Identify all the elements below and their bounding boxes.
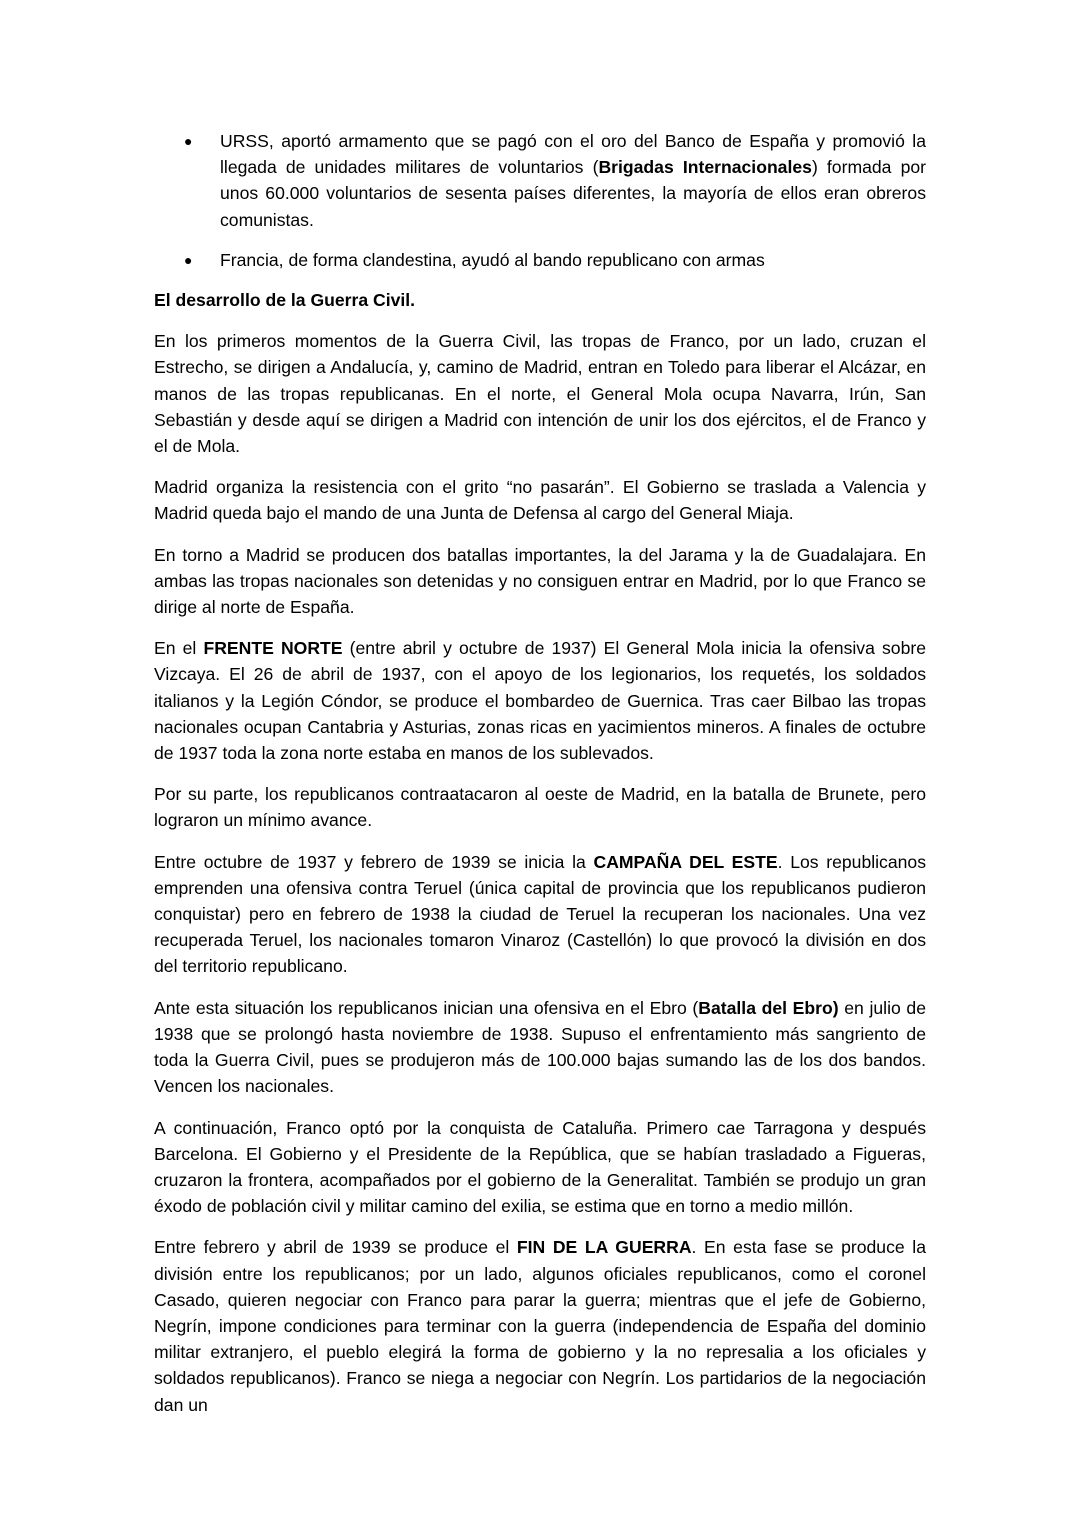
text-run: En torno a Madrid se producen dos batallas importantes, la del Jarama y la de Guadalajara. En ambas las tropas nacionales son detenidas y no consiguen entrar en Madrid, por lo que Franco se dirige al norte de España. [154,544,926,618]
bullet-point-icon: ● [184,133,193,149]
text-run: Ante esta situación los republicanos inician una ofensiva en el Ebro ( [154,997,699,1018]
text-run: . Los republicanos emprenden una ofensiva contra Teruel (única capital de provincia que los republicanos pudieron conquistar) pero en febrero de 1938 la ciudad de Teruel la recuperan los nacionales. Una vez recuperada Teruel, los nacionales tomaron Vinaroz (Castellón) lo que provocó la división en dos del territorio republicano. [154,851,926,977]
text-run: A continuación, Franco optó por la conquista de Cataluña. Primero cae Tarragona y después Barcelona. El Gobierno y el Presidente de la República, que se habían trasladado a Figueras, cruzaron la frontera, acompañados por el gobierno de la Generalitat. También se produjo un gran éxodo de población civil y militar camino del exilia, se estima que en torno a medio millón. [154,1117,926,1217]
text-run: URSS, aportó armamento que se pagó con el oro del Banco de España y promovió la llegada de unidades militares de voluntarios ( [220,131,926,178]
bullet-text [220,131,926,230]
bullet-text [220,250,765,270]
paragraph-primeros-momentos [154,328,926,459]
text-run: Entre febrero y abril de 1939 se produce el [154,1237,517,1258]
bold-text-run: CAMPAÑA DEL ESTE [593,851,778,872]
text-run: En el [154,638,204,659]
text-run: Por su parte, los republicanos contraatacaron al oeste de Madrid, en la batalla de Brunete, pero lograron un mínimo avance. [154,784,926,831]
paragraph-batallas-madrid [154,542,926,621]
text-run: (entre abril y octubre de 1937) El General Mola inicia la ofensiva sobre Vizcaya. El 26 de abril de 1937, con el apoyo de los legionarios, los requetés, los soldados italianos y la Legión Cóndor, se produce el bombardeo de Guernica. Tras caer Bilbao las tropas nacionales ocupan Cantabria y Asturias, zonas ricas en yacimientos mineros. A finales de octubre de 1937 toda la zona norte estaba en manos de los sublevados. [154,638,926,764]
text-run: en julio de 1938 que se prolongó hasta noviembre de 1938. Supuso el enfrentamiento más sangriento de toda la Guerra Civil, pues se produjeron más de 100.000 bajas sumando las de los dos bandos. Vencen los nacionales. [154,997,926,1097]
text-run: En los primeros momentos de la Guerra Civil, las tropas de Franco, por un lado, cruzan el Estrecho, se dirigen a Andalucía, y, camino de Madrid, entran en Toledo para liberar el Alcázar, en manos de las tropas republicanas. En el norte, el General Mola ocupa Navarra, Irún, San Sebastián y desde aquí se dirigen a Madrid con intención de unir los dos ejércitos, el de Franco y el de Mola. [154,331,926,457]
paragraph-brunete [154,781,926,833]
paragraph-fin-guerra [154,1234,926,1417]
bullet-item-urss [154,128,926,233]
paragraph-cataluna [154,1115,926,1220]
bold-text-run: Brigadas Internacionales [598,157,812,178]
text-run: . En esta fase se produce la división entre los republicanos; por un lado, algunos oficiales republicanos, como el coronel Casado, quieren negociar con Franco para parar la guerra; mientras que el jefe de Gobierno, Negrín, impone condiciones para terminar con la guerra (independencia de España del dominio militar extranjero, el pueblo elegirá la forma de gobierno y la no represalia a los oficiales y soldados republicanos). Franco se niega a negociar con Negrín. Los partidarios de la negociación dan un [154,1237,926,1415]
bold-text-run: FIN DE LA GUERRA [516,1237,692,1258]
bullet-item-francia [154,247,926,273]
text-run: Francia, de forma clandestina, ayudó al bando republicano con armas [220,249,765,270]
text-run: Entre octubre de 1937 y febrero de 1939 se inicia la [154,851,594,872]
paragraph-campana-este [154,849,926,980]
bold-text-run: FRENTE NORTE [203,638,343,659]
bullet-list [154,128,926,273]
text-run: Madrid organiza la resistencia con el grito “no pasarán”. El Gobierno se traslada a Valencia y Madrid queda bajo el mando de una Junta de Defensa al cargo del General Miaja. [154,477,926,524]
paragraph-batalla-ebro [154,995,926,1100]
text-run: ) formada por unos 60.000 voluntarios de sesenta países diferentes, la mayoría de ellos eran obreros comunistas. [220,157,927,230]
document-page [154,128,926,1433]
paragraph-madrid-resistencia [154,474,926,526]
bullet-point-icon: ● [184,251,193,268]
paragraph-frente-norte [154,635,926,766]
section-heading: El desarrollo de la Guerra Civil. [154,290,416,311]
bold-text-run: Batalla del Ebro) [698,997,839,1018]
